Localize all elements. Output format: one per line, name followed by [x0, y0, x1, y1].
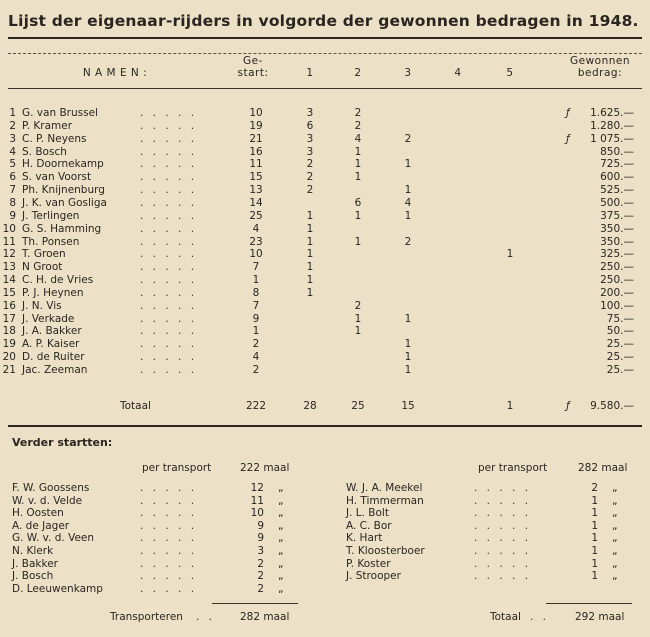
name-cell: G. S. Hamming	[22, 222, 102, 235]
rank-cell: 15	[2, 286, 16, 299]
place-1-cell: 1	[306, 209, 314, 222]
leader-dots: . . . . .	[140, 119, 198, 132]
totals-place-5: 1	[506, 400, 514, 412]
leader-dots: . . . . .	[140, 132, 198, 145]
ditto-mark: „	[278, 519, 284, 532]
name-cell: Jac. Zeeman	[22, 364, 88, 376]
rank-cell: 12	[2, 248, 16, 261]
starter-name: W. v. d. Velde	[12, 494, 83, 507]
ditto-mark: „	[612, 482, 618, 494]
place-2-cell: 1	[354, 235, 362, 248]
ditto-mark: „	[612, 494, 618, 507]
leader-dots: . . . . .	[140, 351, 198, 364]
starter-name: H. Oosten	[12, 507, 64, 520]
rank-cell: 21	[2, 364, 16, 376]
totals-rule	[8, 425, 642, 427]
starter-count: 1	[591, 519, 598, 532]
ditto-mark: „	[278, 582, 284, 595]
leader-dots: . . . . .	[474, 532, 532, 545]
ditto-mark: „	[612, 532, 618, 545]
leader-dots: . . . . .	[140, 171, 198, 184]
place-1-cell: 1	[306, 248, 314, 261]
name-cell: P. Kramer	[22, 119, 73, 132]
table-row	[0, 261, 650, 274]
right-footer-dots: . .	[530, 611, 550, 623]
place-3-cell: 1	[404, 338, 412, 351]
right-footer-value: 292 maal	[575, 611, 625, 623]
starter-name: K. Hart	[346, 532, 383, 545]
name-cell: C. P. Neyens	[22, 132, 87, 145]
started-cell: 16	[249, 145, 263, 158]
table-row	[0, 236, 650, 249]
starter-count: 1	[591, 557, 598, 570]
leader-dots: . . . . .	[140, 325, 198, 338]
starter-name: T. Kloosterboer	[346, 544, 425, 557]
amount-cell: 1 075.—	[590, 132, 634, 145]
table-row	[0, 197, 650, 210]
place-1-cell: 1	[306, 222, 314, 235]
name-cell: S. van Voorst	[22, 171, 92, 184]
place-1-cell: 3	[306, 107, 314, 119]
totals-place-1: 28	[303, 400, 317, 412]
list-item	[346, 520, 636, 533]
table-row	[0, 133, 650, 146]
table-row	[0, 274, 650, 287]
starter-name: J. Strooper	[346, 570, 401, 583]
place-2-cell: 1	[354, 312, 362, 325]
left-transport-value: 222 maal	[240, 462, 290, 474]
rank-cell: 9	[9, 209, 16, 222]
starter-name: G. W. v. d. Veen	[12, 532, 95, 545]
place-1-cell: 2	[306, 158, 314, 171]
table-row	[0, 325, 650, 338]
starter-count: 3	[257, 544, 264, 557]
florin-cell: ƒ	[566, 107, 570, 119]
header-place-3: 3	[404, 67, 412, 79]
totals-place-3: 15	[401, 400, 415, 412]
header-gestart-line2: start:	[237, 67, 269, 79]
leader-dots: . . . . .	[474, 570, 532, 583]
leader-dots: . . . . .	[140, 338, 198, 351]
rank-cell: 3	[9, 132, 16, 145]
left-transport-label: per transport	[142, 462, 212, 474]
list-item	[346, 532, 636, 545]
totals-place-2: 25	[351, 400, 365, 412]
ditto-mark: „	[278, 494, 284, 507]
ditto-mark: „	[278, 507, 284, 520]
ditto-mark: „	[278, 482, 284, 494]
starter-count: 10	[250, 507, 264, 520]
leader-dots: . . . . .	[474, 557, 532, 570]
leader-dots: . . . . .	[474, 507, 532, 520]
place-3-cell: 1	[404, 209, 412, 222]
leader-dots: . . . . .	[140, 364, 198, 376]
table-row	[0, 158, 650, 171]
name-cell: P. J. Heynen	[22, 286, 84, 299]
rank-cell: 20	[2, 351, 16, 364]
place-1-cell: 1	[306, 286, 314, 299]
place-2-cell: 2	[354, 107, 362, 119]
starter-name: A. C. Bor	[346, 519, 392, 532]
name-cell: H. Doornekamp	[22, 158, 104, 171]
starter-count: 1	[591, 494, 598, 507]
started-cell: 4	[252, 222, 260, 235]
rank-cell: 14	[2, 274, 16, 287]
place-1-cell: 1	[306, 274, 314, 287]
leader-dots: . . . . .	[140, 532, 198, 545]
left-starters-list	[12, 482, 302, 595]
leader-dots: . . . . .	[140, 557, 198, 570]
place-2-cell: 1	[354, 158, 362, 171]
starter-name: W. J. A. Meekel	[346, 482, 423, 494]
place-1-cell: 2	[306, 171, 314, 184]
amount-cell: 100.—	[600, 299, 634, 312]
name-cell: T. Groen	[22, 248, 66, 261]
header-place-1: 1	[306, 67, 314, 79]
table-row	[0, 313, 650, 326]
name-cell: D. de Ruiter	[22, 351, 85, 364]
ditto-mark: „	[612, 544, 618, 557]
amount-cell: 1.280.—	[590, 119, 634, 132]
leader-dots: . . . . .	[140, 482, 198, 494]
starter-count: 1	[591, 532, 598, 545]
place-1-cell: 3	[306, 132, 314, 145]
amount-cell: 325.—	[600, 248, 634, 261]
header-gestart-line1: Ge-	[243, 55, 263, 67]
name-cell: A. P. Kaiser	[22, 338, 80, 351]
right-transport-label: per transport	[478, 462, 548, 474]
place-2-cell: 4	[354, 132, 362, 145]
table-row	[0, 146, 650, 159]
amount-cell: 600.—	[600, 171, 634, 184]
list-item	[346, 495, 636, 508]
starter-name: F. W. Goossens	[12, 482, 90, 494]
totals-row	[0, 400, 650, 413]
name-cell: Ph. Knijnenburg	[22, 184, 105, 197]
leader-dots: . . . . .	[474, 519, 532, 532]
leader-dots: . . . . .	[140, 544, 198, 557]
leader-dots: . . . . .	[140, 494, 198, 507]
rank-cell: 4	[9, 145, 16, 158]
name-cell: S. Bosch	[22, 145, 67, 158]
leader-dots: . . . . .	[140, 299, 198, 312]
name-cell: J. Terlingen	[22, 209, 80, 222]
left-footer-label: Transporteren	[110, 611, 183, 623]
amount-cell: 850.—	[600, 145, 634, 158]
leader-dots: . . . . .	[140, 507, 198, 520]
header-amount-line2: bedrag:	[577, 67, 623, 79]
started-cell: 21	[249, 132, 263, 145]
place-2-cell: 1	[354, 209, 362, 222]
totals-started: 222	[245, 400, 267, 412]
florin-cell: ƒ	[566, 132, 570, 145]
amount-cell: 250.—	[600, 261, 634, 274]
left-footer-value: 282 maal	[240, 611, 290, 623]
started-cell: 8	[252, 286, 260, 299]
rank-cell: 6	[9, 171, 16, 184]
name-cell: C. H. de Vries	[22, 274, 94, 287]
place-3-cell: 2	[404, 235, 412, 248]
amount-cell: 500.—	[600, 196, 634, 209]
ditto-mark: „	[612, 507, 618, 520]
place-2-cell: 2	[354, 299, 362, 312]
leader-dots: . . . . .	[140, 286, 198, 299]
place-3-cell: 1	[404, 351, 412, 364]
place-2-cell: 2	[354, 119, 362, 132]
right-starters-list	[346, 482, 636, 583]
right-footer-rule	[546, 603, 632, 604]
starter-count: 2	[257, 582, 264, 595]
started-cell: 9	[252, 312, 260, 325]
name-cell: N Groot	[22, 261, 63, 274]
amount-cell: 250.—	[600, 274, 634, 287]
list-item	[12, 507, 302, 520]
table-row	[0, 248, 650, 261]
starter-name: D. Leeuwenkamp	[12, 582, 103, 595]
rank-cell: 18	[2, 325, 16, 338]
starter-count: 11	[250, 494, 264, 507]
place-3-cell: 1	[404, 184, 412, 197]
ditto-mark: „	[612, 557, 618, 570]
name-cell: J. Verkade	[22, 312, 75, 325]
list-item	[346, 482, 636, 495]
name-cell: J. N. Vis	[22, 299, 62, 312]
rank-cell: 7	[9, 184, 16, 197]
starter-count: 1	[591, 570, 598, 583]
starter-name: P. Koster	[346, 557, 391, 570]
place-1-cell: 3	[306, 145, 314, 158]
totals-label: Totaal	[120, 400, 151, 412]
leader-dots: . . . . .	[140, 209, 198, 222]
starter-count: 1	[591, 507, 598, 520]
rank-cell: 10	[2, 222, 16, 235]
leader-dots: . . . . .	[140, 107, 198, 119]
totals-florin: ƒ	[566, 400, 570, 412]
rank-cell: 5	[9, 158, 16, 171]
page-title: Lijst der eigenaar-rijders in volgorde der gewonnen bedragen in 1948.	[8, 12, 639, 30]
totals-amount: 9.580.—	[590, 400, 634, 412]
place-2-cell: 1	[354, 171, 362, 184]
starter-count: 2	[257, 570, 264, 583]
table-row	[0, 223, 650, 236]
amount-cell: 200.—	[600, 286, 634, 299]
leader-dots: . . . . .	[140, 235, 198, 248]
rank-cell: 1	[9, 107, 16, 119]
started-cell: 15	[249, 171, 263, 184]
rank-cell: 17	[2, 312, 16, 325]
amount-cell: 1.625.—	[590, 107, 634, 119]
name-cell: Th. Ponsen	[22, 235, 80, 248]
starter-name: J. Bakker	[12, 557, 58, 570]
table-row	[0, 351, 650, 364]
leader-dots: . . . . .	[140, 248, 198, 261]
starter-name: A. de Jager	[12, 519, 70, 532]
rank-cell: 13	[2, 261, 16, 274]
amount-cell: 50.—	[606, 325, 634, 338]
list-item	[346, 570, 636, 583]
header-rule	[8, 53, 642, 54]
started-cell: 13	[249, 184, 263, 197]
list-item	[346, 558, 636, 571]
header-amount-line1: Gewonnen	[569, 55, 631, 67]
left-transport	[142, 462, 211, 474]
table-row	[0, 184, 650, 197]
place-1-cell: 1	[306, 235, 314, 248]
list-item	[12, 545, 302, 558]
list-item	[346, 507, 636, 520]
starter-name: H. Timmerman	[346, 494, 424, 507]
list-item	[12, 532, 302, 545]
started-cell: 2	[252, 338, 260, 351]
table-row	[0, 287, 650, 300]
leader-dots: . . . . .	[140, 570, 198, 583]
left-footer-dots: . .	[196, 611, 216, 623]
rank-cell: 11	[2, 235, 16, 248]
place-2-cell: 1	[354, 145, 362, 158]
table-row	[0, 120, 650, 133]
started-cell: 11	[249, 158, 263, 171]
leader-dots: . . . . .	[140, 274, 198, 287]
started-cell: 1	[252, 274, 260, 287]
name-cell: G. van Brussel	[22, 107, 98, 119]
started-cell: 4	[252, 351, 260, 364]
list-item	[12, 583, 302, 596]
list-item	[346, 545, 636, 558]
ditto-mark: „	[278, 570, 284, 583]
starter-name: J. L. Bolt	[346, 507, 389, 520]
starter-count: 1	[591, 544, 598, 557]
header-gestart	[228, 55, 278, 79]
amount-cell: 725.—	[600, 158, 634, 171]
rank-cell: 8	[9, 196, 16, 209]
leader-dots: . . . . .	[140, 145, 198, 158]
list-item	[12, 558, 302, 571]
starter-count: 2	[591, 482, 598, 494]
started-cell: 14	[249, 196, 263, 209]
list-item	[12, 482, 302, 495]
leader-dots: . . . . .	[140, 222, 198, 235]
leader-dots: . . . . .	[140, 184, 198, 197]
amount-cell: 25.—	[606, 338, 634, 351]
rank-cell: 16	[2, 299, 16, 312]
leader-dots: . . . . .	[474, 482, 532, 494]
amount-cell: 525.—	[600, 184, 634, 197]
table-row	[0, 300, 650, 313]
name-cell: J. A. Bakker	[22, 325, 82, 338]
list-item	[12, 495, 302, 508]
list-item	[12, 520, 302, 533]
place-3-cell: 1	[404, 364, 412, 376]
leader-dots: . . . . .	[140, 261, 198, 274]
leader-dots: . . . . .	[140, 158, 198, 171]
started-cell: 25	[249, 209, 263, 222]
amount-cell: 25.—	[606, 364, 634, 376]
starter-name: J. Bosch	[12, 570, 54, 583]
ditto-mark: „	[278, 544, 284, 557]
leader-dots: . . . . .	[474, 544, 532, 557]
starter-count: 9	[257, 532, 264, 545]
place-2-cell: 6	[354, 196, 362, 209]
leader-dots: . . . . .	[140, 519, 198, 532]
header-place-5: 5	[506, 67, 514, 79]
place-3-cell: 1	[404, 312, 412, 325]
place-3-cell: 1	[404, 158, 412, 171]
leader-dots: . . . . .	[140, 312, 198, 325]
started-cell: 10	[249, 248, 263, 261]
header-place-4: 4	[454, 67, 462, 79]
rank-cell: 2	[9, 119, 16, 132]
starter-count: 9	[257, 519, 264, 532]
starter-name: N. Klerk	[12, 544, 54, 557]
right-footer-label: Totaal	[490, 611, 521, 623]
place-3-cell: 2	[404, 132, 412, 145]
place-3-cell: 4	[404, 196, 412, 209]
amount-cell: 350.—	[600, 222, 634, 235]
leader-dots: . . . . .	[474, 494, 532, 507]
ditto-mark: „	[612, 519, 618, 532]
started-cell: 19	[249, 119, 263, 132]
table-row	[0, 338, 650, 351]
name-cell: J. K. van Gosliga	[22, 196, 107, 209]
place-1-cell: 1	[306, 261, 314, 274]
ditto-mark: „	[278, 557, 284, 570]
amount-cell: 350.—	[600, 235, 634, 248]
amount-cell: 375.—	[600, 209, 634, 222]
started-cell: 2	[252, 364, 260, 376]
table-row	[0, 171, 650, 184]
started-cell: 7	[252, 299, 260, 312]
amount-cell: 75.—	[606, 312, 634, 325]
amount-cell: 25.—	[606, 351, 634, 364]
started-cell: 10	[249, 107, 263, 119]
place-1-cell: 2	[306, 184, 314, 197]
list-item	[12, 570, 302, 583]
ditto-mark: „	[278, 532, 284, 545]
right-transport	[478, 462, 547, 474]
place-5-cell: 1	[506, 248, 514, 261]
started-cell: 7	[252, 261, 260, 274]
leader-dots: . . . . .	[140, 582, 198, 595]
ditto-mark: „	[612, 570, 618, 583]
starter-count: 2	[257, 557, 264, 570]
started-cell: 23	[249, 235, 263, 248]
leader-dots: . . . . .	[140, 196, 198, 209]
header-place-2: 2	[354, 67, 362, 79]
table-row	[0, 364, 650, 377]
place-1-cell: 6	[306, 119, 314, 132]
rank-cell: 19	[2, 338, 16, 351]
table-row	[0, 107, 650, 120]
starter-count: 12	[250, 482, 264, 494]
right-transport-value: 282 maal	[578, 462, 628, 474]
verder-title: Verder startten:	[12, 436, 113, 449]
left-footer-rule	[212, 603, 298, 604]
place-2-cell: 1	[354, 325, 362, 338]
started-cell: 1	[252, 325, 260, 338]
header-names: N A M E N :	[82, 67, 148, 79]
header-amount	[560, 55, 640, 79]
title-rule	[8, 37, 642, 39]
header-bottom-rule	[8, 88, 642, 89]
table-row	[0, 210, 650, 223]
